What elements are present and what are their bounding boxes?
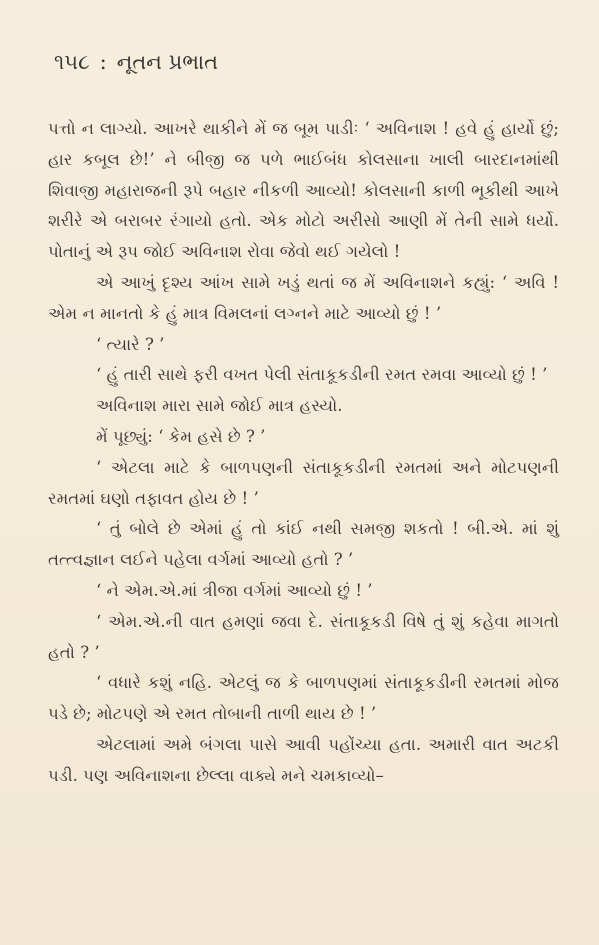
- header-separator: :: [99, 50, 107, 74]
- paragraph-2: એ આખું દૃશ્ય આંખ સામે ખડું થતાં જ મેં અવિનાશને કહ્યું: ‘ અવિ ! એમ ન માનતો કે હું માત્ર વિમલનાં લગ્નને માટે આવ્યો છું ! ’: [48, 272, 559, 323]
- paragraph-10: ‘ એમ.એ.ની વાત હમણાં જવા દે. સંતાકૂકડી વિષે તું શું કહેવા માગતો હતો ? ’: [48, 611, 559, 662]
- paragraph-9: ‘ ને એમ.એ.માં ત્રીજા વર્ગમાં આવ્યો છું ! ’: [96, 580, 373, 600]
- paragraph-7: ‘ એટલા માટે કે બાળપણની સંતાકૂકડીની રમતમાં અને મોટપણની રમતમાં ઘણો તફાવત હોય છે ! ’: [48, 457, 559, 508]
- paragraph-4: ‘ હું તારી સાથે ફરી વખત પેલી સંતાકૂકડીની રમત રમવા આવ્યો છું ! ’: [96, 365, 548, 385]
- paragraph-12: એટલામાં અમે બંગલા પાસે આવી પહોંચ્યા હતા. અમારી વાત અટકી પડી. પણ અવિનાશના છેલ્લા વાક્યે મને ચમકાવ્યો–: [48, 734, 559, 785]
- book-title: નૂતન પ્રભાત: [116, 50, 219, 74]
- paragraph-1: પત્તો ન લાગ્યો. આખરે થાકીને મેં જ બૂમ પાડીઃ ‘ અવિનાશ ! હવે હું હાર્યો છું; હાર કબૂલ છે!’ ને બીજી જ પળે ભાઈબંધ કોલસાના ખાલી બારદાનમાંથી શિવાજી મહારાજની રૂપે બહાર નીકળી આવ્યો! કોલસાની કાળી ભૂકીથી આખે શરીરે એ બરાબર રંગાયો હતો. એક મોટો અરીસો આણી મેં તેની સામે ધર્યો. પોતાનું એ રૂપ જોઈ અવિનાશ રોવા જેવો થઈ ગયેલો !: [48, 119, 559, 262]
- paragraph-3: ‘ ત્યારે ? ’: [96, 334, 165, 354]
- paragraph-6: મેં પૂછ્યું: ‘ કેમ હસે છે ? ’: [96, 426, 266, 446]
- paragraph-11: ‘ વધારે કશું નહિ. એટલું જ કે બાળપણમાં સંતાકૂકડીની રમતમાં મોજ પડે છે; મોટપણે એ રમત તોબાની તાળી થાય છે ! ’: [48, 673, 559, 724]
- paragraph-8: ‘ તું બોલે છે એમાં હું તો કાંઈ નથી સમજી શકતો ! બી.એ. માં શું તત્ત્વજ્ઞાન લઈને પહેલા વર્ગમાં આવ્યો હતો ? ’: [48, 519, 559, 570]
- page-body: [48, 114, 559, 792]
- page-number: ૧૫૮: [54, 50, 90, 74]
- running-head: [54, 48, 559, 76]
- paragraph-5: અવિનાશ મારા સામે જોઈ માત્ર હસ્યો.: [96, 396, 343, 416]
